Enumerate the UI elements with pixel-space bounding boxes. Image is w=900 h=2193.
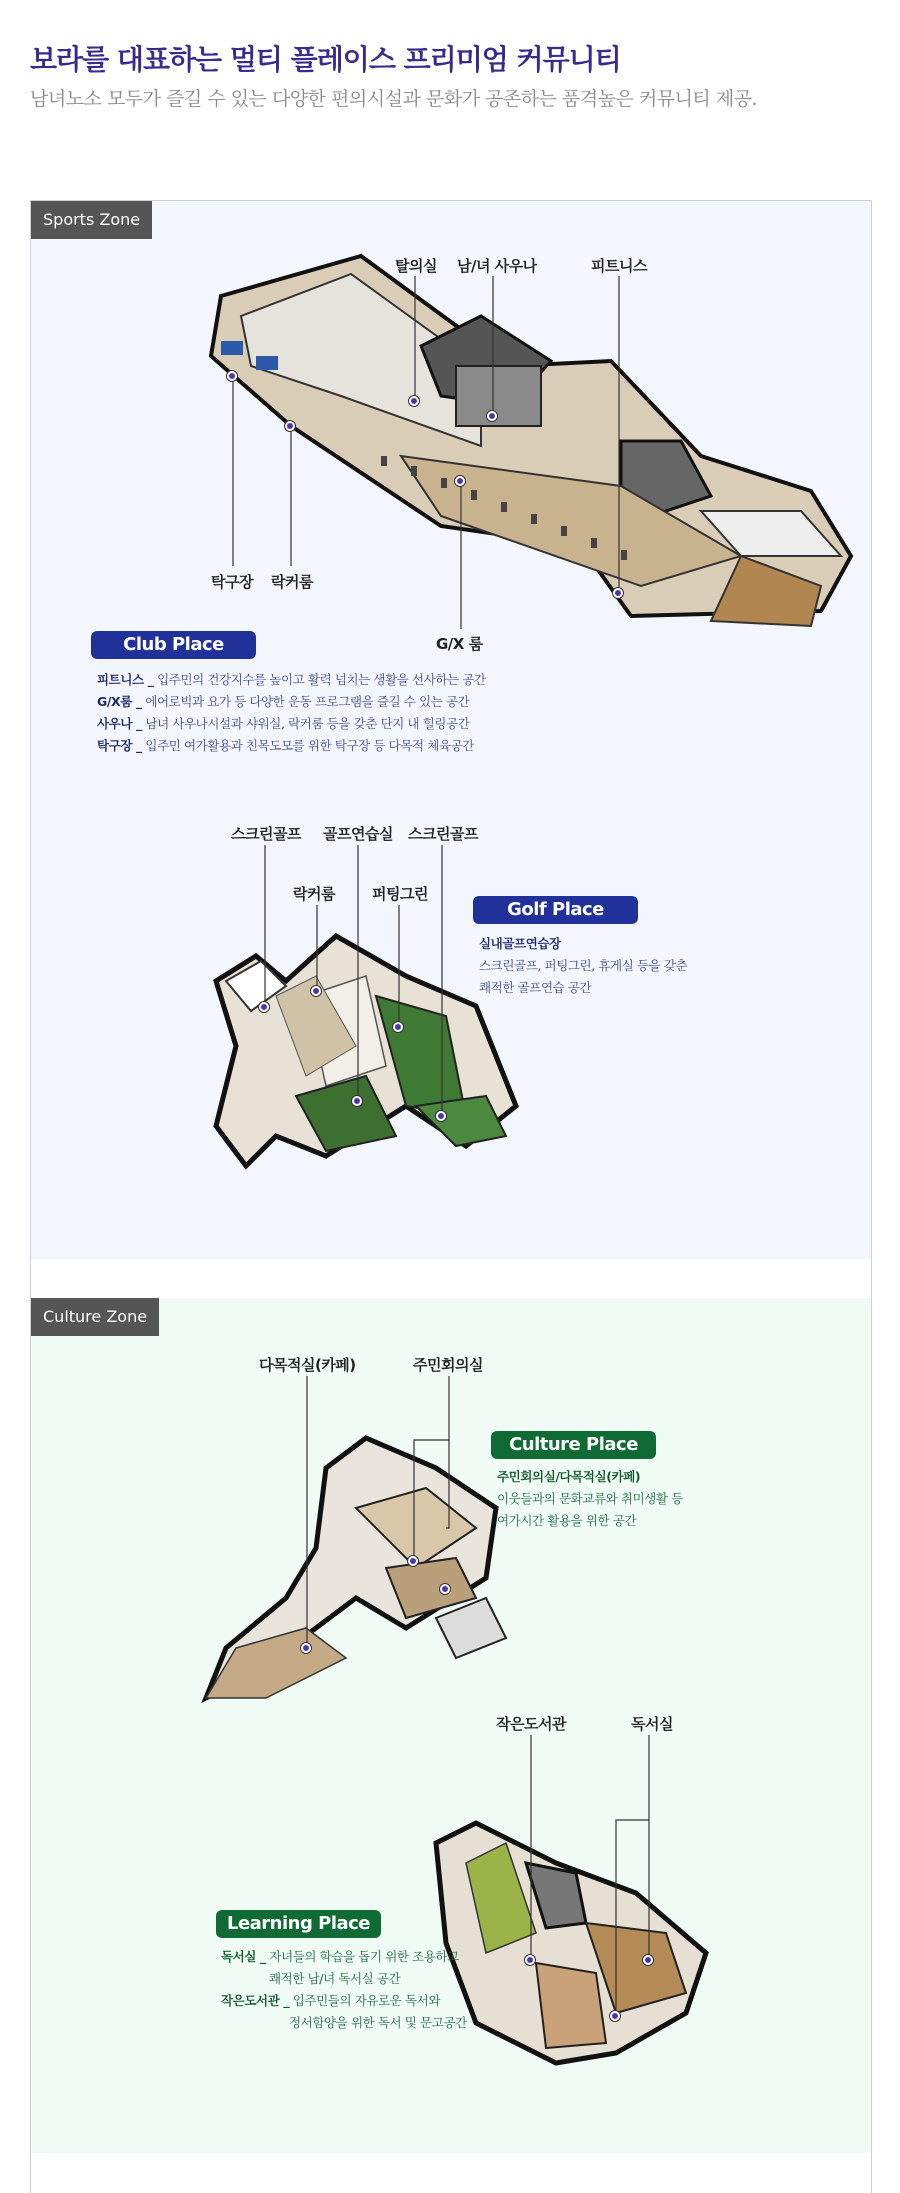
golf-description xyxy=(479,933,687,999)
pin-golf-locker xyxy=(311,986,321,996)
pin-screen-golf-1 xyxy=(259,1002,269,1012)
learning-description xyxy=(221,1946,467,2034)
culture-line-1: 이웃들과의 문화교류와 취미생활 등 xyxy=(497,1491,683,1506)
callout-locker-room: 락커룸 xyxy=(271,573,313,591)
pin-golf-practice xyxy=(352,1096,362,1106)
culture-floor-plan xyxy=(206,1428,536,1728)
culture-zone xyxy=(31,1298,871,2153)
callout-gx-room: G/X 룸 xyxy=(436,635,483,653)
callout-screen-golf-2: 스크린골프 xyxy=(408,825,478,843)
callout-dressing-room: 탈의실 xyxy=(395,257,437,275)
pin-sauna xyxy=(487,411,497,421)
learning-row-study: 독서실 _ 자녀들의 학습을 돕기 위한 조용하고 xyxy=(221,1949,459,1964)
sports-zone-tab: Sports Zone xyxy=(31,201,152,239)
callout-fitness: 피트니스 xyxy=(591,257,647,275)
pin-fitness xyxy=(613,588,623,598)
golf-line-1: 스크린골프, 퍼팅그린, 휴게실 등을 갖춘 xyxy=(479,958,688,973)
callout-golf-locker: 락커룸 xyxy=(293,885,335,903)
callout-small-library: 작은도서관 xyxy=(496,1715,566,1733)
pin-screen-golf-2 xyxy=(436,1111,446,1121)
learning-place-label: Learning Place xyxy=(216,1910,381,1938)
pin-meeting-room-2 xyxy=(440,1584,450,1594)
culture-place-label: Culture Place xyxy=(491,1431,656,1459)
pin-dressing-room xyxy=(409,396,419,406)
callout-sauna: 남/녀 사우나 xyxy=(457,257,537,275)
culture-heading: 주민회의실/다목적실(카페) xyxy=(497,1469,641,1484)
pin-study-room-2 xyxy=(610,2011,620,2021)
golf-line-2: 쾌적한 골프연습 공간 xyxy=(479,980,592,995)
callout-putting-green: 퍼팅그린 xyxy=(372,885,428,903)
culture-line-2: 여가시간 활용을 위한 공간 xyxy=(497,1513,637,1528)
pin-study-room-1 xyxy=(643,1955,653,1965)
club-place-label: Club Place xyxy=(91,631,256,659)
club-row-fitness: 피트니스 _ 입주민의 건강지수를 높이고 활력 넘치는 생활을 선사하는 공간 xyxy=(97,672,486,687)
page-title: 보라를 대표하는 멀티 플레이스 프리미엄 커뮤니티 xyxy=(30,43,621,76)
learning-floor-plan xyxy=(436,1823,726,2083)
callout-multipurpose-cafe: 다목적실(카페) xyxy=(259,1356,356,1374)
sports-zone xyxy=(31,201,871,1259)
pin-table-tennis xyxy=(227,371,237,381)
golf-heading: 실내골프연습장 xyxy=(479,936,561,951)
learning-row-study-cont: 쾌적한 남/녀 독서실 공간 xyxy=(269,1971,401,1986)
club-row-sauna: 사우나 _ 남녀 사우나시설과 샤워실, 락커룸 등을 갖춘 단지 내 힐링공간 xyxy=(97,716,470,731)
pin-locker-room xyxy=(285,421,295,431)
page-subtitle: 남녀노소 모두가 즐길 수 있는 다양한 편의시설과 문화가 공존하는 품격높은 커뮤니티 제공. xyxy=(30,88,758,110)
callout-table-tennis: 탁구장 xyxy=(211,573,253,591)
club-row-gx: G/X룸 _ 에어로빅과 요가 등 다양한 운동 프로그램을 즐길 수 있는 공간 xyxy=(97,694,470,709)
pin-meeting-room-1 xyxy=(408,1556,418,1566)
culture-zone-tab: Culture Zone xyxy=(31,1298,159,1336)
pin-putting-green xyxy=(393,1022,403,1032)
callout-screen-golf-1: 스크린골프 xyxy=(231,825,301,843)
golf-place-label: Golf Place xyxy=(473,896,638,924)
callout-study-room: 독서실 xyxy=(631,1715,673,1733)
club-description xyxy=(97,669,486,757)
culture-description xyxy=(497,1466,683,1532)
pin-multipurpose-cafe xyxy=(301,1643,311,1653)
club-row-table-tennis: 탁구장 _ 입주민 여가활용과 친목도모를 위한 탁구장 등 다목적 체육공간 xyxy=(97,738,474,753)
callout-golf-practice: 골프연습실 xyxy=(323,825,393,843)
pin-gx-room xyxy=(455,476,465,486)
learning-row-library-cont: 정서함양을 위한 독서 및 문고공간 xyxy=(289,2015,467,2030)
callout-residents-meeting: 주민회의실 xyxy=(413,1356,483,1374)
pin-small-library xyxy=(525,1955,535,1965)
learning-row-library: 작은도서관 _ 입주민들의 자유로운 독서와 xyxy=(221,1993,441,2008)
